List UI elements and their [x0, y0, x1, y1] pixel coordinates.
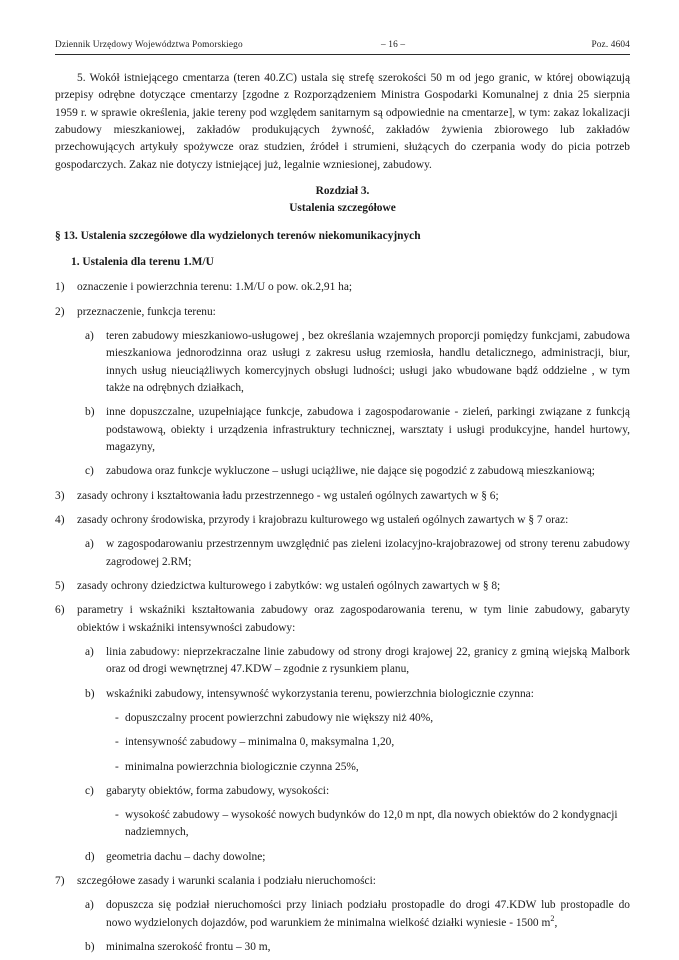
list-item [55, 783, 630, 800]
header-page-number: – 16 – [381, 40, 406, 50]
list-item [55, 404, 630, 456]
list-item [55, 304, 630, 321]
list-item-text: szczegółowe zasady i warunki scalania i podziału nieruchomości: [77, 875, 376, 888]
list-item [55, 759, 630, 776]
list-item [55, 512, 630, 529]
list-item-marker: - [115, 711, 119, 724]
list-item-text: oznaczenie i powierzchnia terenu: 1.M/U o pow. ok.2,91 ha; [77, 281, 353, 294]
subsection-heading: 1. Ustalenia dla terenu 1.M/U [71, 255, 214, 268]
list-item [55, 686, 630, 703]
header-item-number: Poz. 4604 [591, 40, 630, 50]
chapter-title: Ustalenia szczegółowe [289, 202, 396, 215]
list-item-text: minimalna powierzchnia biologicznie czynna 25%, [125, 760, 359, 773]
list-item [55, 578, 630, 595]
list-item [55, 488, 630, 505]
running-header [55, 40, 630, 55]
list-item-marker: 3) [55, 489, 65, 502]
list-item-text: linia zabudowy: nieprzekraczalne linie zabudowy od strony drogi krajowej 22, granicy z gminą wiejską Malbork oraz od drogi wewnętrznej 47.KDW – zgodnie z rysunkiem planu, [106, 645, 630, 676]
list-item-text: zasady ochrony dziedzictwa kulturowego i zabytków: wg ustaleń ogólnych zawartych w § 8; [77, 579, 501, 592]
paragraph-5: 5. Wokół istniejącego cmentarza (teren 40.ZC) ustala się strefę szerokości 50 m od jego granic, w której obowiązują przepisy odrębne dotyczące cmentarzy [zgodne z Rozporządzeniem Ministra Gospodarki Komunalnej z dnia 25 sierpnia 1959 r. w sprawie określenia, jakie tereny pod względem sanitarnym są odpowiednie na cmentarze], w tym: zakaz lokalizacji zabudowy mieszkaniowej, zakładów produkujących żywność, zakładów żywienia zbiorowego lub zakładów przechowujących artykuły spożywcze oraz studzien, źródeł i strumieni, służących do czerpania wody do picia potrzeb gospodarczych. Zakaz nie dotyczy istniejącej już, legalnie wzniesionej, zabudowy. [55, 72, 630, 171]
list-item [55, 602, 630, 637]
list-item-text: teren zabudowy mieszkaniowo-usługowej , bez określania wzajemnych proporcji pomiędzy funkcjami, zabudowa mieszkaniowa jednorodzinna oraz usługi z zakresu usług rzemiosła, handlu detalicznego, administracji, biur, innych usług nieuciążliwych komercyjnych obsługi ludności; usługi jako wbudowane bądź oddzielne , w tym także na odrębnych działkach, [106, 329, 630, 394]
list-item-text: minimalna szerokość frontu – 30 m, [106, 941, 271, 954]
header-publication-title: Dziennik Urzędowy Województwa Pomorskiego [55, 40, 243, 50]
list-item-text: dopuszcza się podział nieruchomości przy liniach podziału prostopadle do drogi 47.KDW lub prostopadle do nowo wydzielonych dojazdów, pod warunkiem że minimalna wielkość działki wyniesie - 1500 m [106, 899, 630, 929]
list-item-marker: d) [85, 850, 95, 863]
list-item-text: geometria dachu – dachy dowolne; [106, 850, 266, 863]
list-item-marker: 2) [55, 305, 65, 318]
list-item [55, 328, 630, 397]
list-item [55, 463, 630, 480]
list-item-marker: b) [85, 941, 95, 954]
list-item [55, 849, 630, 866]
list-item-marker: 7) [55, 875, 65, 888]
list-item-text: zabudowa oraz funkcje wykluczone – usługi uciążliwe, nie dające się pogodzić z zabudową mieszkaniową; [106, 465, 595, 478]
list-item-text: wysokość zabudowy – wysokość nowych budynków do 12,0 m npt, dla nowych obiektów do 2 kondygnacji nadziemnych, [125, 809, 618, 839]
list-item-marker: a) [85, 645, 94, 658]
list-item-text: przeznaczenie, funkcja terenu: [77, 305, 216, 318]
section-heading: § 13. Ustalenia szczegółowe dla wydzielonych terenów niekomunikacyjnych [55, 229, 421, 242]
list-item [55, 873, 630, 890]
superscript-square: 2 [550, 914, 555, 923]
list-item-marker: - [115, 760, 119, 773]
list-item-text: wskaźniki zabudowy, intensywność wykorzystania terenu, powierzchnia biologicznie czynna: [106, 687, 534, 700]
list-item-text: gabaryty obiektów, forma zabudowy, wysokości: [106, 784, 330, 797]
list-item-marker: 1) [55, 281, 65, 294]
list-item-marker: - [115, 736, 119, 749]
list-item-text: parametry i wskaźniki kształtowania zabudowy oraz zagospodarowania terenu, w tym linie zabudowy, gabaryty obiektów i wskaźniki intensywności zabudowy: [77, 604, 630, 634]
list-item-marker: b) [85, 687, 95, 700]
list-item-marker: c) [85, 784, 94, 797]
list-item-marker: - [115, 809, 119, 822]
list-item-marker: b) [85, 406, 95, 419]
list-item [55, 279, 630, 296]
list-item-text: zasady ochrony środowiska, przyrody i krajobrazu kulturowego wg ustaleń ogólnych zawartych w § 7 oraz: [77, 513, 569, 526]
list-item-text-tail: , [554, 916, 558, 929]
list-item [55, 939, 630, 956]
chapter-label: Rozdział 3. [315, 184, 370, 197]
list-item [55, 734, 630, 751]
list-item-text: inne dopuszczalne, uzupełniające funkcje, zabudowa i zagospodarowanie - zieleń, parkingi związane z funkcją podstawową, obiekty i urządzenia infrastruktury technicznej, warsztaty i usługi produkcyjne, handel hurtowy, magazyny, [106, 406, 630, 453]
list-item [55, 807, 630, 842]
list-item-marker: 4) [55, 513, 65, 526]
list-item-text: zasady ochrony i kształtowania ładu przestrzennego - wg ustaleń ogólnych zawartych w § 6; [77, 489, 499, 502]
list-item [55, 897, 630, 932]
list-item-text: intensywność zabudowy – minimalna 0, maksymalna 1,20, [125, 736, 395, 749]
list-item-text: w zagospodarowaniu przestrzennym uwzględnić pas zieleni izolacyjno-krajobrazowej od strony terenu zabudowy zagrodowej 2.RM; [106, 538, 630, 568]
list-item [55, 710, 630, 727]
list-item [55, 644, 630, 679]
document-body [55, 70, 630, 956]
list-item-marker: a) [85, 538, 94, 551]
list-item-marker: 5) [55, 579, 65, 592]
list-item-marker: 6) [55, 604, 65, 617]
list-item [55, 536, 630, 571]
list-item-text: dopuszczalny procent powierzchni zabudowy nie większy niż 40%, [125, 711, 434, 724]
list-item-marker: a) [85, 329, 94, 342]
list-item-marker: a) [85, 899, 94, 912]
list-item-marker: c) [85, 465, 94, 478]
